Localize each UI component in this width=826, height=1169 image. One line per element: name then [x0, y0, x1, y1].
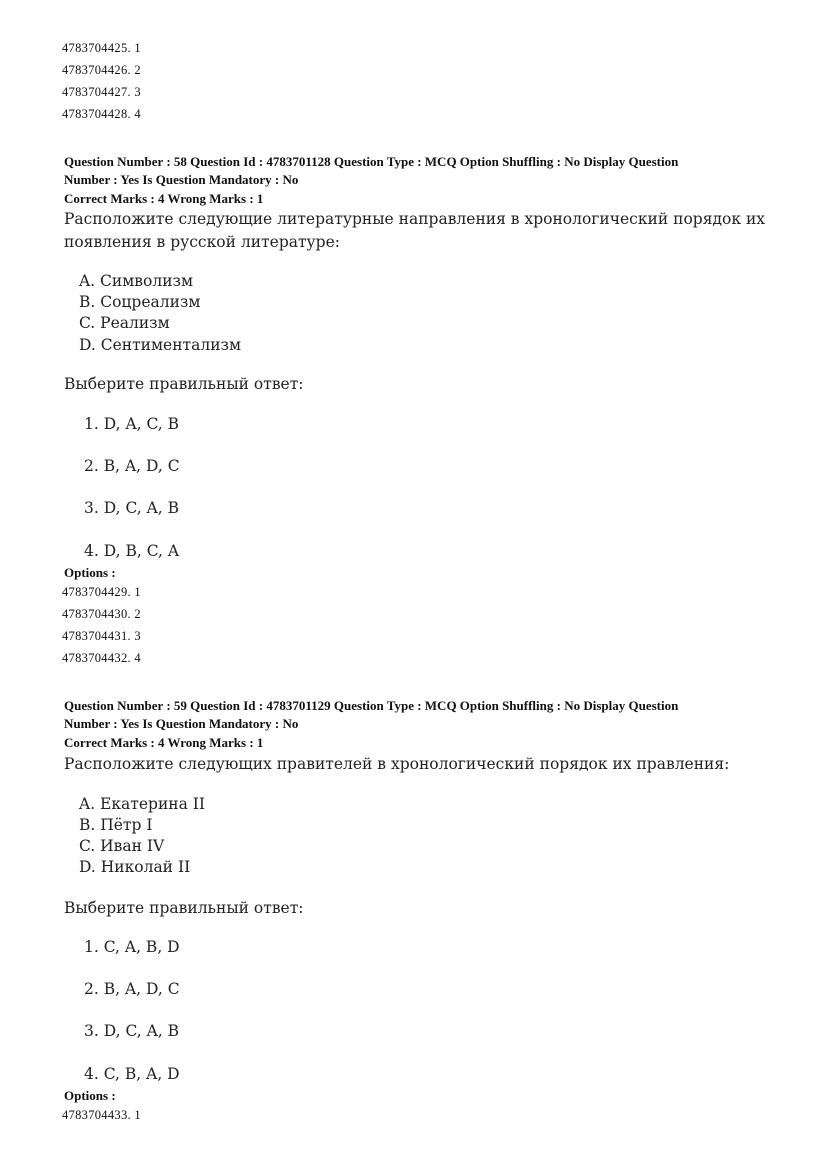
option-id-line: 4783704431. 3 [62, 629, 141, 643]
q58-meta-line1: Question Number : 58 Question Id : 4783701128 Question Type : MCQ Option Shuffling : No Display Question [64, 154, 679, 169]
q58-item-d: D. Сентиментализм [79, 336, 242, 350]
q59-marks: Correct Marks : 4 Wrong Marks : 1 [64, 735, 264, 750]
q59-meta-line1: Question Number : 59 Question Id : 4783701129 Question Type : MCQ Option Shuffling : No Display Question [64, 698, 679, 713]
q59-item-b: B. Пётр I [79, 816, 153, 834]
q59-answer-3: 3. D, C, A, B [84, 1022, 180, 1040]
option-id-line: 4783704429. 1 [62, 585, 141, 599]
q59-meta-line2: Number : Yes Is Question Mandatory : No [64, 716, 299, 731]
q59-prompt: Выберите правильный ответ: [64, 899, 304, 917]
q58-answer-2: 2. B, A, D, C [84, 457, 180, 475]
q58-answer-4: 4. D, B, C, A [84, 542, 180, 560]
q58-item-a: A. Символизм [79, 272, 194, 290]
option-id-line: 4783704432. 4 [62, 651, 141, 665]
q58-marks: Correct Marks : 4 Wrong Marks : 1 [64, 191, 264, 206]
option-id-line: 4783704425. 1 [62, 41, 141, 55]
q58-answer-3: 3. D, C, A, B [84, 499, 180, 517]
option-id-line: 4783704430. 2 [62, 607, 141, 621]
q58-prompt: Выберите правильный ответ: [64, 375, 304, 393]
option-id-line: 4783704426. 2 [62, 63, 141, 77]
q59-item-d: D. Николай II [79, 858, 191, 876]
option-id-line: 4783704427. 3 [62, 85, 141, 99]
q59-question-text-line1: Расположите следующих правителей в хронологический порядок их правления: [64, 755, 730, 773]
q59-answer-4: 4. C, B, A, D [84, 1065, 180, 1083]
q59-options-label: Options : [64, 1088, 116, 1103]
q58-item-c: C. Реализм [79, 314, 170, 332]
q58-question-text-line2: появления в русской литературе: [64, 233, 340, 251]
q59-answer-1: 1. C, A, B, D [84, 938, 180, 956]
q58-item-b: B. Соцреализм [79, 293, 201, 311]
q58-meta-line2: Number : Yes Is Question Mandatory : No [64, 172, 299, 187]
q58-options-label: Options : [64, 565, 116, 580]
option-id-line: 4783704433. 1 [62, 1108, 141, 1122]
q59-item-a: A. Екатерина II [79, 795, 206, 813]
q59-answer-2: 2. B, A, D, C [84, 980, 180, 998]
q58-question-text-line1: Расположите следующие литературные направления в хронологический порядок их [64, 210, 766, 228]
q59-item-c: C. Иван IV [79, 837, 165, 855]
q58-answer-1: 1. D, A, C, B [84, 415, 180, 433]
option-id-line: 4783704428. 4 [62, 107, 141, 121]
